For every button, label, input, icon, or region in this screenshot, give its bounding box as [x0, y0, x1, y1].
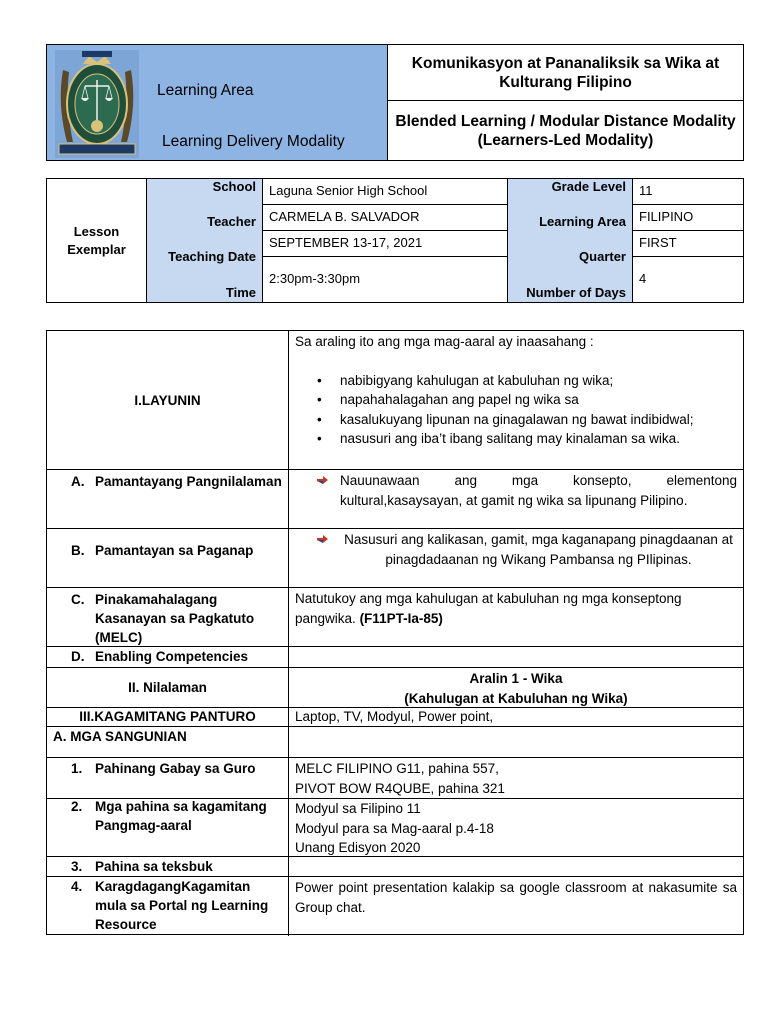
nilalaman-content — [289, 668, 743, 707]
sangunian-label: A. MGA SANGUNIAN — [47, 727, 289, 757]
letter-c: C. — [71, 592, 85, 607]
pangmag-aaral-row — [47, 799, 743, 857]
layunin-intro: Sa araling ito ang mga mag-aaral ay inaasahang : — [295, 334, 594, 349]
gabay-line: PIVOT BOW R4QUBE, pahina 321 — [295, 780, 505, 796]
enabling-row — [47, 647, 743, 668]
karagdagang-row — [47, 877, 743, 936]
teksbuk-label: Pahina sa teksbuk — [95, 859, 213, 874]
grade-level-value: 11 — [639, 183, 653, 198]
grade-level-label: Grade Level — [551, 179, 626, 194]
teksbuk-content — [289, 857, 743, 876]
paganap-cell — [47, 529, 289, 587]
learning-area-value: FILIPINO — [639, 209, 694, 224]
sangunian-row — [47, 727, 743, 758]
karagdagang-text: Power point presentation kalakip sa google classroom at nakasumite sa Group chat. — [295, 880, 737, 915]
sangunian-content — [289, 727, 743, 757]
list-item: • napahahalagahan ang papel ng wika sa — [295, 390, 737, 410]
info-values-right — [633, 179, 744, 302]
number-1: 1. — [71, 761, 83, 776]
info-values-left — [263, 179, 508, 302]
letter-a: A. — [71, 474, 85, 489]
enabling-label: Enabling Competencies — [95, 649, 249, 664]
pamantayang-text: Nauunawaan ang mga konsepto, elementong kultural,kasaysayan, at gamit ng wika sa lipunang Pilipino. — [340, 473, 737, 508]
pamantayang-label: Pamantayang Pangnilalaman — [95, 474, 282, 489]
number-of-days-label: Number of Days — [526, 285, 626, 300]
nilalaman-row — [47, 668, 743, 708]
enabling-content — [289, 647, 743, 667]
quarter-label: Quarter — [579, 249, 626, 264]
info-labels-left — [147, 179, 263, 302]
modality-title: Blended Learning / Modular Distance Modality (Learners-Led Modality) — [395, 112, 736, 149]
number-2: 2. — [71, 799, 83, 814]
paganap-content — [289, 529, 743, 587]
letter-b: B. — [71, 543, 85, 558]
enabling-cell — [47, 647, 289, 667]
teacher-label: Teacher — [207, 214, 256, 229]
layunin-content — [289, 331, 743, 469]
school-value: Laguna Senior High School — [269, 183, 428, 198]
layunin-row — [47, 331, 743, 470]
teacher-value: CARMELA B. SALVADOR — [269, 209, 420, 224]
school-label: School — [212, 179, 256, 194]
nilalaman-title: Aralin 1 - Wika — [469, 671, 563, 686]
learning-area-label-info: Learning Area — [539, 214, 626, 229]
paganap-row — [47, 529, 743, 588]
nilalaman-subtitle: (Kahulugan at Kabuluhan ng Wika) — [404, 690, 628, 706]
header-right-cell — [388, 45, 743, 160]
teksbuk-cell — [47, 857, 289, 876]
gabay-content — [289, 758, 743, 798]
pangmag-aaral-cell — [47, 799, 289, 856]
lesson-exemplar-label: Lesson Exemplar — [67, 223, 126, 257]
number-4: 4. — [71, 879, 83, 894]
karagdagang-cell — [47, 877, 289, 936]
quarter-value: FIRST — [639, 235, 677, 250]
melc-cell — [47, 588, 289, 646]
number-3: 3. — [71, 859, 83, 874]
subject-title: Komunikasyon at Pananaliksik sa Wika at Kulturang Filipino — [388, 45, 743, 101]
list-item: • kasalukuyang lipunan na ginagalawan ng bawat indibidwal; — [295, 410, 737, 430]
modyul-line: Unang Edisyon 2020 — [295, 840, 421, 855]
gabay-cell — [47, 758, 289, 798]
kagamitan-row — [47, 708, 743, 727]
header-table — [46, 44, 744, 161]
pamantayang-content — [289, 470, 743, 528]
modyul-line: Modyul sa Filipino 11 — [295, 801, 421, 816]
time-label: Time — [225, 285, 256, 300]
time-value: 2:30pm-3:30pm — [269, 271, 361, 286]
teksbuk-row — [47, 857, 743, 877]
school-seal-icon — [55, 50, 139, 158]
gabay-row — [47, 758, 743, 799]
info-table — [46, 178, 744, 303]
layunin-list — [295, 371, 737, 449]
lesson-exemplar-cell — [47, 179, 147, 302]
melc-row — [47, 588, 743, 647]
teaching-date-label: Teaching Date — [168, 249, 256, 264]
lesson-table — [46, 330, 744, 935]
number-of-days-value: 4 — [639, 271, 647, 286]
melc-code: (F11PT-Ia-85) — [359, 610, 443, 626]
layunin-label: I.LAYUNIN — [47, 331, 289, 469]
arrow-bullet-icon — [317, 474, 329, 486]
melc-content — [289, 588, 743, 646]
teaching-date-value: SEPTEMBER 13-17, 2021 — [269, 235, 423, 250]
paganap-text: Nasusuri ang kalikasan, gamit, mga kaganapang pinagdaanan at pinagdadaanan ng Wikang Pambansa ng PIlipinas. — [344, 532, 733, 567]
pangmag-aaral-content — [289, 799, 743, 856]
pamantayang-cell — [47, 470, 289, 528]
melc-label: Pinakamahalagang Kasanayan sa Pagkatuto (MELC) — [95, 592, 255, 645]
header-left-cell — [47, 45, 388, 160]
list-item: • nabibigyang kahulugan at kabuluhan ng wika; — [295, 371, 737, 391]
learning-area-label: Learning Area — [157, 82, 254, 99]
kagamitan-label: III.KAGAMITANG PANTURO — [47, 708, 289, 726]
arrow-bullet-icon — [317, 533, 329, 545]
kagamitan-text: Laptop, TV, Modyul, Power point, — [295, 709, 494, 724]
letter-d: D. — [71, 649, 85, 664]
info-labels-right — [508, 179, 633, 302]
paganap-label: Pamantayan sa Paganap — [95, 543, 254, 558]
pangmag-aaral-label: Mga pahina sa kagamitang Pangmag-aaral — [95, 799, 267, 833]
pamantayang-row — [47, 470, 743, 529]
list-item: • nasusuri ang iba’t ibang salitang may kinalaman sa wika. — [295, 429, 737, 449]
melc-text: Natutukoy ang mga kahulugan at kabuluhan ng mga konseptong pangwika. — [295, 591, 682, 626]
gabay-line: MELC FILIPINO G11, pahina 557, — [295, 761, 499, 776]
nilalaman-label: II. Nilalaman — [47, 668, 289, 707]
modyul-line: Modyul para sa Mag-aaral p.4-18 — [295, 820, 494, 836]
learning-delivery-label: Learning Delivery Modality — [162, 133, 345, 150]
karagdagang-label: KaragdagangKagamitan mula sa Portal ng Learning Resource — [95, 879, 269, 932]
gabay-label: Pahinang Gabay sa Guro — [95, 761, 256, 776]
